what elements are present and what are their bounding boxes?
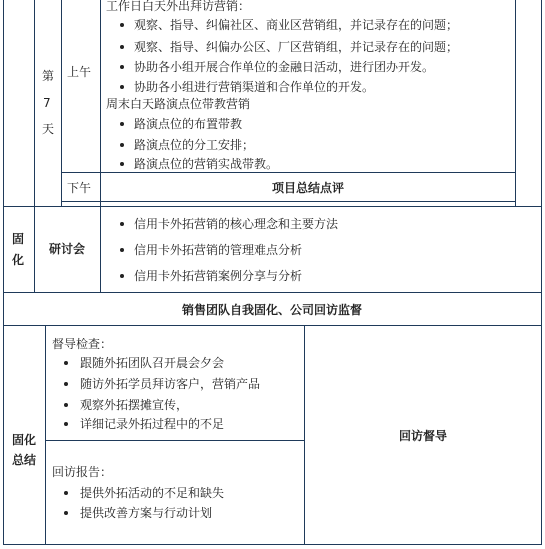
list-item: 信用卡外拓营销的管理难点分析 xyxy=(134,243,303,257)
list-item: 协助各小组进行营销渠道和合作单位的开发。 xyxy=(134,80,375,94)
list-item: 路演点位的营销实战带教。 xyxy=(134,157,279,171)
list-item: 观察、指导、纠偏办公区、厂区营销组，并记录存在的问题； xyxy=(134,40,459,54)
bullet-icon xyxy=(64,361,68,365)
afternoon-content: 项目总结点评 xyxy=(271,181,344,195)
bullet-icon xyxy=(120,45,124,49)
list-item: 详细记录外拓过程中的不足 xyxy=(80,417,225,431)
bullet-icon xyxy=(120,23,124,27)
list-item: 观察外拓摆摊宣传， xyxy=(80,398,189,412)
bullet-icon xyxy=(120,143,124,147)
bullet-icon xyxy=(64,491,68,495)
list-item: 路演点位的布置带教 xyxy=(134,117,243,131)
list-item: 信用卡外拓营销的核心理念和主要方法 xyxy=(134,217,339,231)
list-item: 协助各小组开展合作单位的金融日活动，进行团办开发。 xyxy=(134,60,435,74)
list-item: 观察、指导、纠偏社区、商业区营销组，并记录存在的问题； xyxy=(134,18,459,32)
day-label-char-2: 7 xyxy=(43,96,51,110)
supervision-heading: 督导检查： xyxy=(52,337,113,351)
list-item: 随访外拓学员拜访客户，营销产品 xyxy=(80,377,261,391)
list-item: 提供外拓活动的不足和缺失 xyxy=(80,486,225,500)
bullet-icon xyxy=(120,65,124,69)
bullet-icon xyxy=(120,85,124,89)
section-banner: 销售团队自我固化、公司回访监督 xyxy=(181,303,362,317)
morning-heading-1: 工作日白天外出拜访营销： xyxy=(106,0,251,13)
list-item: 跟随外拓团队召开晨会夕会 xyxy=(80,356,225,370)
afternoon-label: 下午 xyxy=(67,181,92,195)
day-label-char-1: 第 xyxy=(42,69,55,83)
day-label-char-3: 天 xyxy=(42,122,55,136)
summary-section-line-2: 总结 xyxy=(12,453,37,467)
list-item: 路演点位的分工安排； xyxy=(134,138,255,152)
bullet-icon xyxy=(64,403,68,407)
bullet-icon xyxy=(120,122,124,126)
bullet-icon xyxy=(120,274,124,278)
bullet-icon xyxy=(64,382,68,386)
bullet-icon xyxy=(64,422,68,426)
list-item: 提供改善方案与行动计划 xyxy=(80,506,213,520)
report-heading: 回访报告： xyxy=(52,465,113,479)
revisit-supervision: 回访督导 xyxy=(398,429,447,443)
morning-heading-2: 周末白天路演点位带教营销 xyxy=(106,97,251,111)
summary-section-line-1: 固化 xyxy=(12,433,37,447)
bullet-icon xyxy=(64,511,68,515)
bullet-icon xyxy=(120,248,124,252)
bullet-icon xyxy=(120,222,124,226)
consolidate-section-char-2: 化 xyxy=(12,253,25,267)
seminar-label: 研讨会 xyxy=(48,242,85,256)
consolidate-section-char-1: 固 xyxy=(12,232,25,246)
bullet-icon xyxy=(120,162,124,166)
list-item: 信用卡外拓营销案例分享与分析 xyxy=(134,269,303,283)
morning-label: 上午 xyxy=(67,65,92,79)
